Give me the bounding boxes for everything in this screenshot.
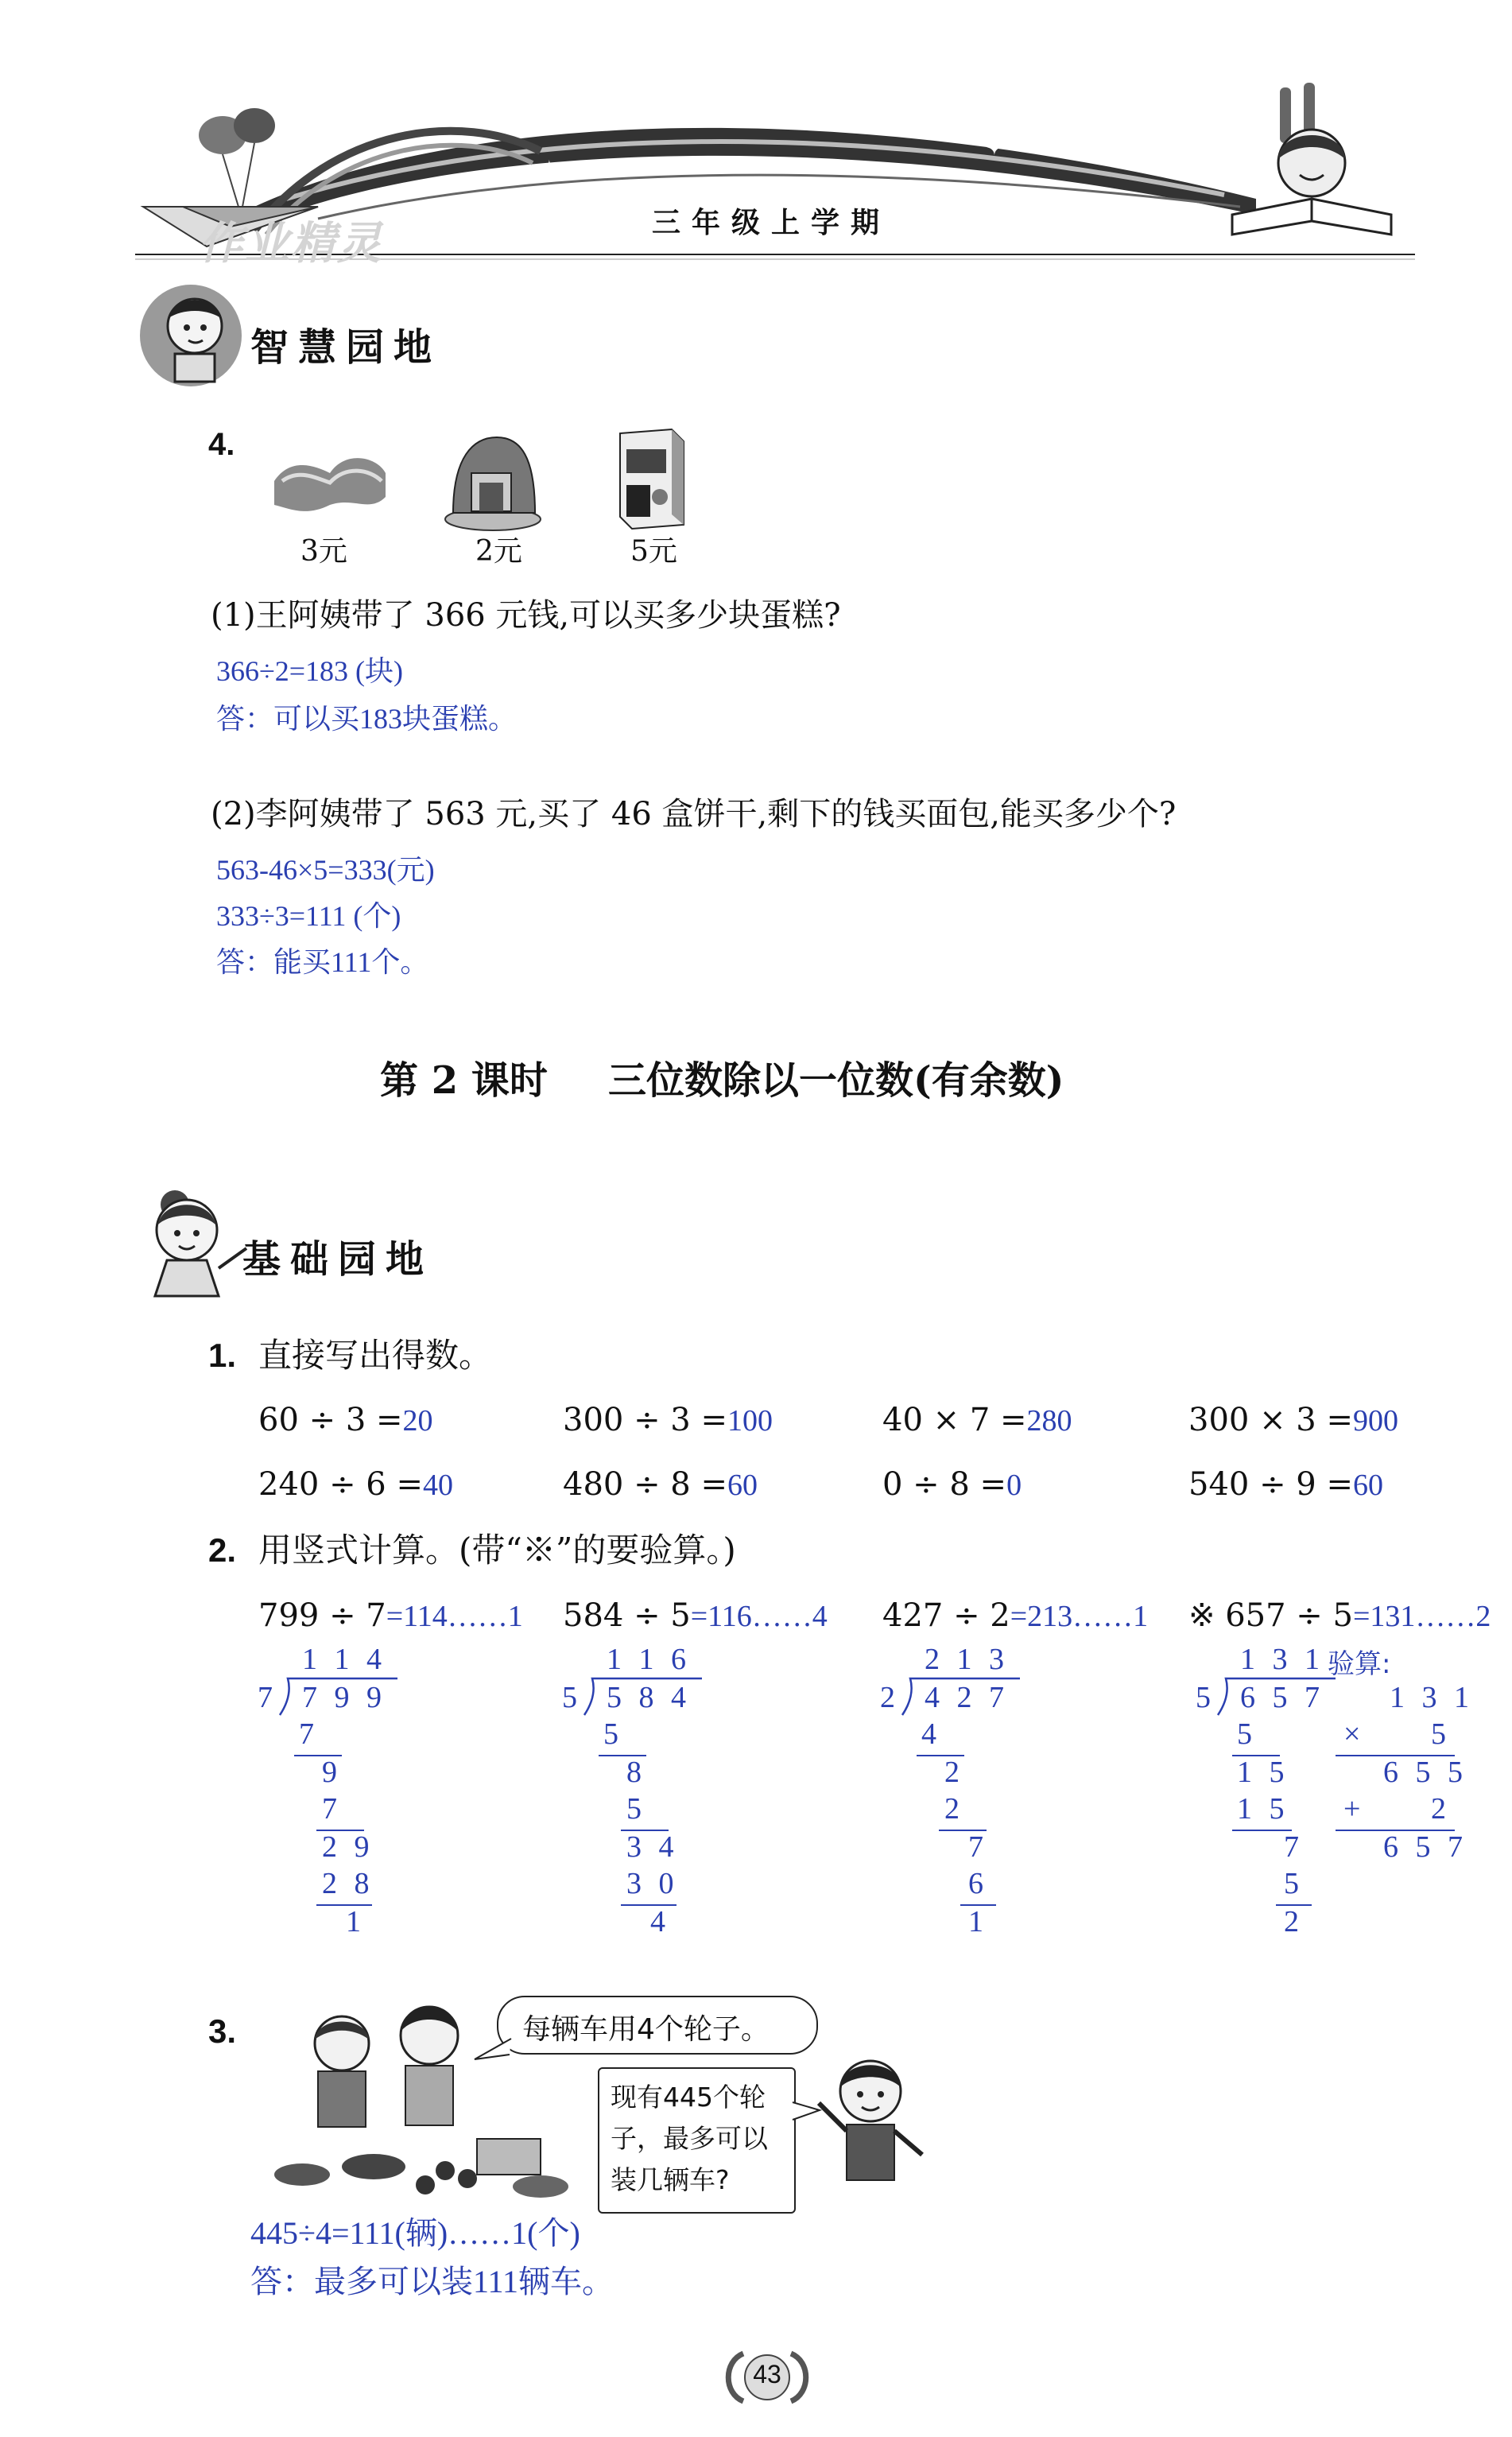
ld-line — [1232, 1830, 1292, 1831]
check-remainder: 2 — [1431, 1792, 1451, 1826]
long-division-2 — [559, 1642, 718, 1944]
ld-step: 8 — [626, 1756, 646, 1789]
q2-answer: =114……1 — [386, 1600, 523, 1633]
ld-quotient: 1 1 4 — [302, 1643, 386, 1676]
lesson-title: 三位数除以一位数(有余数) — [608, 1058, 1064, 1103]
ld-step: 3 4 — [626, 1830, 679, 1864]
svg-text:✦: ✦ — [986, 137, 1003, 161]
q2-problem-1 — [258, 1597, 523, 1636]
q2-expr: 427 ÷ 2 — [882, 1597, 1010, 1634]
ld-step: 4 — [921, 1717, 941, 1751]
speech-bubble-1 — [497, 1996, 818, 2055]
q1-expr: 480 ÷ 8 = — [563, 1466, 727, 1503]
boy-waving-icon — [811, 2051, 930, 2187]
ld-step: 7 — [322, 1792, 342, 1826]
bread-price: 2元 — [475, 535, 522, 568]
speech-bubble-2-line-1: 现有445个轮 — [611, 2082, 766, 2113]
q1-expr: 60 ÷ 3 = — [258, 1402, 403, 1438]
q2-answer: =213……1 — [1010, 1600, 1149, 1633]
q1-item-7 — [882, 1465, 1022, 1504]
q1-answer: 100 — [727, 1404, 773, 1438]
ld-step: 4 — [650, 1905, 670, 1938]
q2-answer: =131……2 — [1352, 1600, 1491, 1633]
q3-answer-eq: 445÷4=111(辆)……1(个) — [250, 2215, 580, 2251]
q1-answer: 60 — [727, 1469, 758, 1502]
ld-quotient: 1 3 1 — [1240, 1643, 1324, 1676]
q2-problem-3 — [882, 1597, 1148, 1636]
q3-number: 3. — [208, 2012, 237, 2050]
q1-item-6 — [563, 1465, 758, 1504]
wisdom-section-icon — [135, 278, 254, 390]
q1-expr: 40 × 7 = — [882, 1402, 1027, 1438]
wisdom-section-title: 智慧园地 — [250, 325, 442, 370]
basic-section-title: 基础园地 — [242, 1237, 434, 1282]
q2-problem-4 — [1188, 1597, 1491, 1636]
ld-divisor: 7 — [258, 1681, 277, 1714]
check-result: 6 5 7 — [1383, 1830, 1467, 1864]
q1-number: 1. — [208, 1337, 237, 1374]
check-plus-sign: + — [1343, 1792, 1366, 1826]
q2-answer: =116……4 — [690, 1600, 828, 1633]
ld-step: 2 — [1284, 1905, 1304, 1938]
ld-step: 7 — [299, 1717, 319, 1751]
ld-step: 5 — [1284, 1867, 1304, 1900]
ld-step: 7 — [1284, 1830, 1304, 1864]
cake-price: 3元 — [300, 535, 347, 568]
ld-step: 2 8 — [322, 1867, 374, 1900]
ld-dividend: 4 2 7 — [925, 1681, 1009, 1714]
speech-bubble-2 — [598, 2067, 796, 2214]
speech-bubble-1-text: 每辆车用4个轮子。 — [522, 2013, 770, 2046]
biscuit-price: 5元 — [630, 535, 677, 568]
ld-divisor: 5 — [562, 1681, 582, 1714]
q1-item-1 — [258, 1401, 433, 1440]
q1-answer: 0 — [1006, 1469, 1022, 1502]
q2-expr: 584 ÷ 5 — [563, 1597, 691, 1634]
biscuit-box-icon — [612, 425, 692, 533]
q1-answer: 900 — [1352, 1404, 1398, 1438]
speech-bubble-2-line-3: 装几辆车? — [611, 2164, 730, 2195]
ld-dividend: 5 8 4 — [607, 1681, 691, 1714]
ld-step: 9 — [322, 1756, 342, 1789]
q2-instruction: 用竖式计算。(带“※”的要验算。) — [258, 1531, 736, 1570]
q1-answer: 60 — [1352, 1469, 1383, 1502]
ld-step: 1 5 — [1237, 1792, 1289, 1826]
q1-expr: 240 ÷ 6 = — [258, 1466, 423, 1503]
ld-quotient: 2 1 3 — [925, 1643, 1009, 1676]
lesson-number: 第 2 课时 — [380, 1058, 548, 1103]
ld-step: 5 — [1237, 1717, 1257, 1751]
q4-part1-question: (1)王阿姨带了 366 元钱,可以买多少块蛋糕? — [211, 597, 841, 634]
girl-reading-icon — [1224, 80, 1399, 239]
header-watermark: 作业精灵 — [199, 218, 383, 270]
q1-answer: 40 — [422, 1469, 453, 1502]
q1-item-2 — [563, 1401, 773, 1440]
q1-instruction: 直接写出得数。 — [258, 1336, 493, 1375]
q1-item-5 — [258, 1465, 453, 1504]
q1-item-4 — [1188, 1401, 1398, 1440]
page-number: 43 — [753, 2360, 781, 2388]
q2-number: 2. — [208, 1531, 237, 1569]
q4-part2-answer-eq1: 563-46×5=333(元) — [216, 854, 435, 886]
speech-bubble-1-tail — [473, 2035, 513, 2067]
ld-step: 3 0 — [626, 1867, 679, 1900]
ld-step: 1 — [968, 1905, 988, 1938]
long-division-3 — [877, 1642, 1036, 1944]
svg-text:✦: ✦ — [541, 157, 558, 180]
ld-quotient: 1 1 6 — [607, 1643, 691, 1676]
ld-dividend: 6 5 7 — [1240, 1681, 1324, 1714]
q1-expr: 300 ÷ 3 = — [563, 1402, 727, 1438]
q1-expr: 540 ÷ 9 = — [1188, 1466, 1353, 1503]
q3-answer-text: 答：最多可以装111辆车。 — [250, 2264, 614, 2299]
header-title: 三年级上学期 — [652, 206, 891, 239]
q4-part1-answer-text: 答：可以买183块蛋糕。 — [216, 703, 518, 735]
q4-part2-answer-eq2: 333÷3=111 (个) — [216, 900, 401, 932]
ld-step: 1 5 — [1237, 1756, 1289, 1789]
check-label: 验算: — [1328, 1648, 1391, 1680]
ld-step: 5 — [603, 1717, 623, 1751]
q2-expr: ※ 657 ÷ 5 — [1188, 1597, 1353, 1634]
basic-section-icon — [131, 1181, 250, 1300]
check-product: 6 5 5 — [1383, 1756, 1467, 1789]
cake-icon — [266, 441, 394, 521]
speech-bubble-2-line-2: 子，最多可以 — [611, 2123, 768, 2154]
q1-item-3 — [882, 1401, 1072, 1440]
ld-step: 7 — [968, 1830, 988, 1864]
ld-step: 5 — [626, 1792, 646, 1826]
q4-number: 4. — [208, 427, 235, 462]
check-multiplier: 5 — [1431, 1717, 1451, 1751]
ld-divisor: 2 — [880, 1681, 900, 1714]
q2-problem-2 — [563, 1597, 828, 1636]
ld-step: 2 — [944, 1756, 964, 1789]
q1-expr: 0 ÷ 8 = — [882, 1466, 1007, 1503]
long-division-4 — [1192, 1642, 1495, 1944]
q1-answer: 20 — [402, 1404, 433, 1438]
q1-item-8 — [1188, 1465, 1383, 1504]
ld-step: 2 9 — [322, 1830, 374, 1864]
ld-step: 1 — [346, 1905, 366, 1938]
q2-expr: 799 ÷ 7 — [258, 1597, 386, 1634]
q1-answer: 280 — [1026, 1404, 1072, 1438]
q4-part2-answer-text: 答：能买111个。 — [216, 946, 429, 978]
check-times-sign: × — [1343, 1717, 1366, 1751]
long-division-1 — [254, 1642, 413, 1944]
ld-step: 2 — [944, 1792, 964, 1826]
bread-icon — [441, 425, 545, 533]
ld-step: 6 — [968, 1867, 988, 1900]
ld-divisor: 5 — [1196, 1681, 1215, 1714]
q1-expr: 300 × 3 = — [1188, 1402, 1353, 1438]
page-number-badge — [719, 2346, 815, 2409]
q4-part1-answer-eq: 366÷2=183 (块) — [216, 655, 404, 687]
q4-part2-question: (2)李阿姨带了 563 元,买了 46 盒饼干,剩下的钱买面包,能买多少个? — [211, 796, 1177, 832]
ld-dividend: 7 9 9 — [302, 1681, 386, 1714]
check-multiplicand: 1 3 1 — [1390, 1681, 1474, 1714]
